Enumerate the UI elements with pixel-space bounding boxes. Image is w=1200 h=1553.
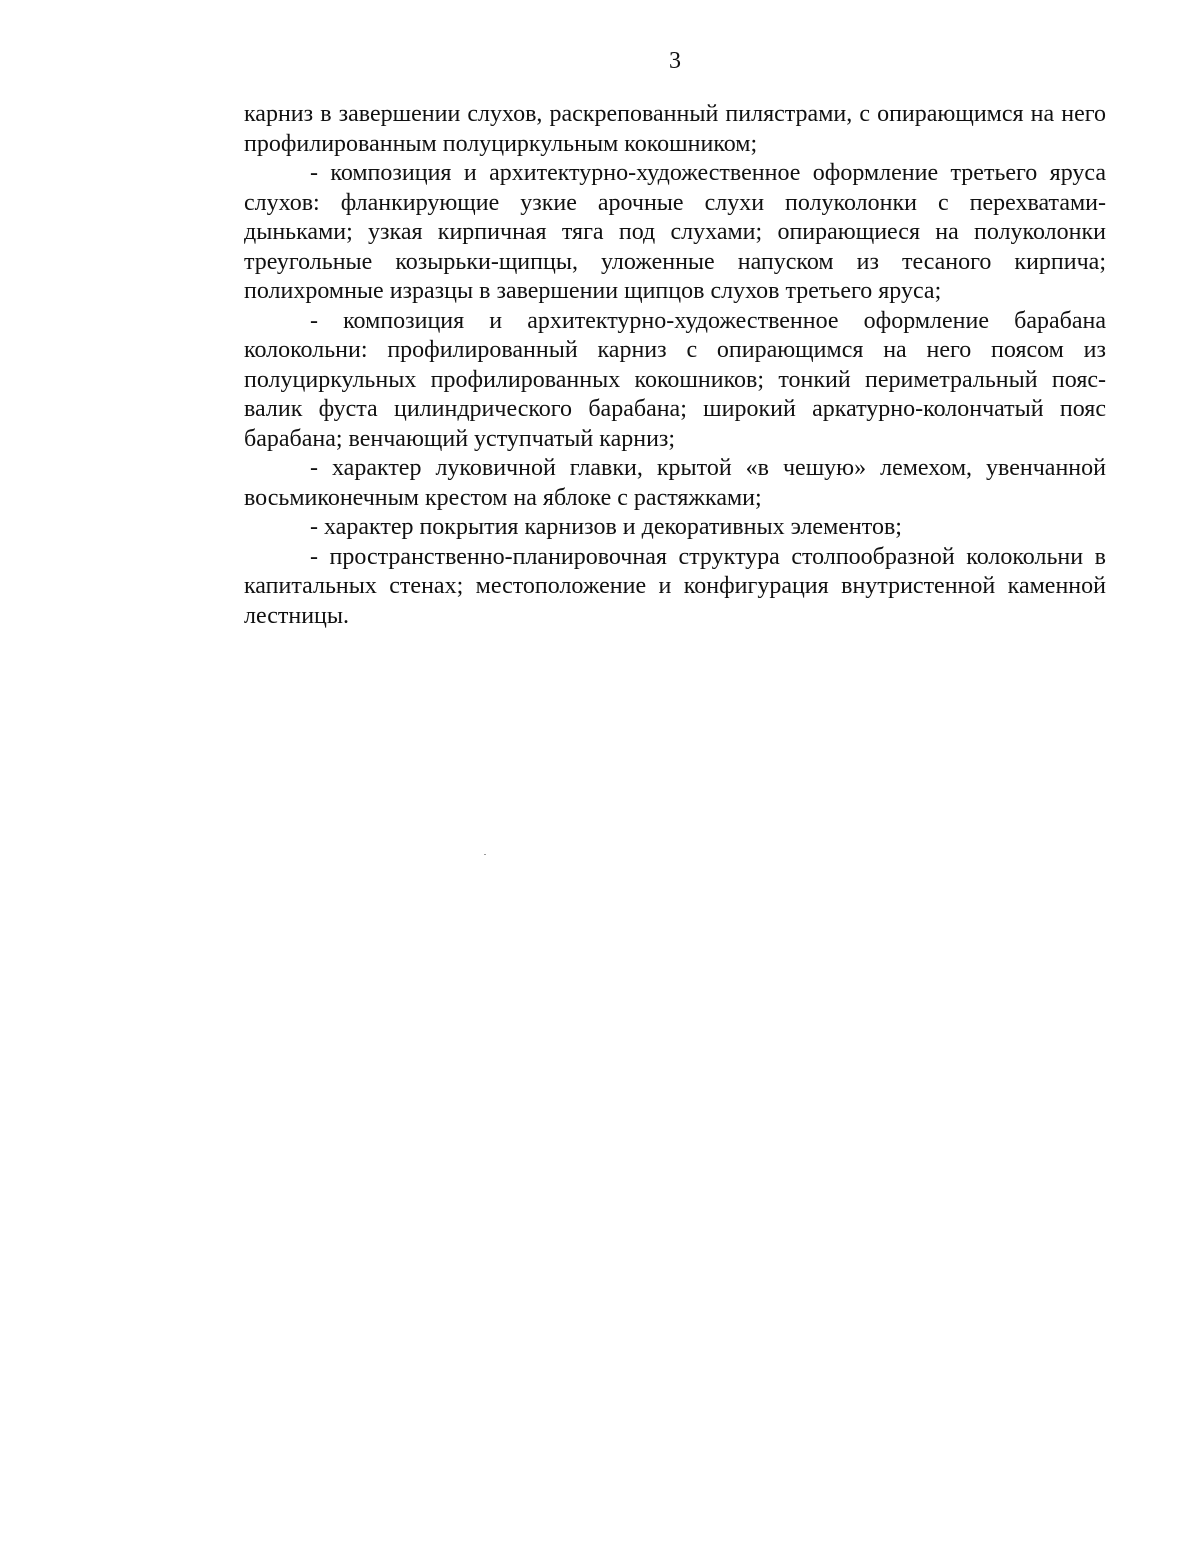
page-number: 3 bbox=[669, 48, 681, 74]
scan-speck bbox=[484, 854, 486, 855]
paragraph-continuation: карниз в завершении слухов, раскрепованный пилястрами, с опирающимся на него профилированным полуциркульным кокошником; bbox=[244, 101, 1106, 157]
paragraph-layout: - пространственно-планировочная структура столпообразной колокольни в капитальных стенах; местоположение и конфигурация внутристенной каменной лестницы. bbox=[244, 543, 1106, 629]
paragraph-dome: - характер луковичной главки, крытой «в чешую» лемехом, увенчанной восьмиконечным крестом на яблоке с растяжками; bbox=[244, 455, 1106, 511]
paragraph-drum: - композиция и архитектурно-художественное оформление барабана колокольни: профилированный карниз с опирающимся на него поясом из полуциркульных профилированных кокошников; тонкий периметральный пояс-валик фуста цилиндрического барабана; широкий аркатурно-колончатый пояс барабана; венчающий уступчатый карниз; bbox=[244, 307, 1106, 452]
paragraph-third-tier: - композиция и архитектурно-художественное оформление третьего яруса слухов: фланкирующие узкие арочные слухи полуколонки с перехватами-дыньками; узкая кирпичная тяга под слухами; опирающиеся на полуколонки треугольные козырьки-щипцы, уложенные напуском из тесаного кирпича; полихромные изразцы в завершении щипцов слухов третьего яруса; bbox=[244, 160, 1106, 304]
document-body bbox=[244, 100, 1106, 631]
paragraph-roofing: - характер покрытия карнизов и декоративных элементов; bbox=[310, 514, 902, 540]
